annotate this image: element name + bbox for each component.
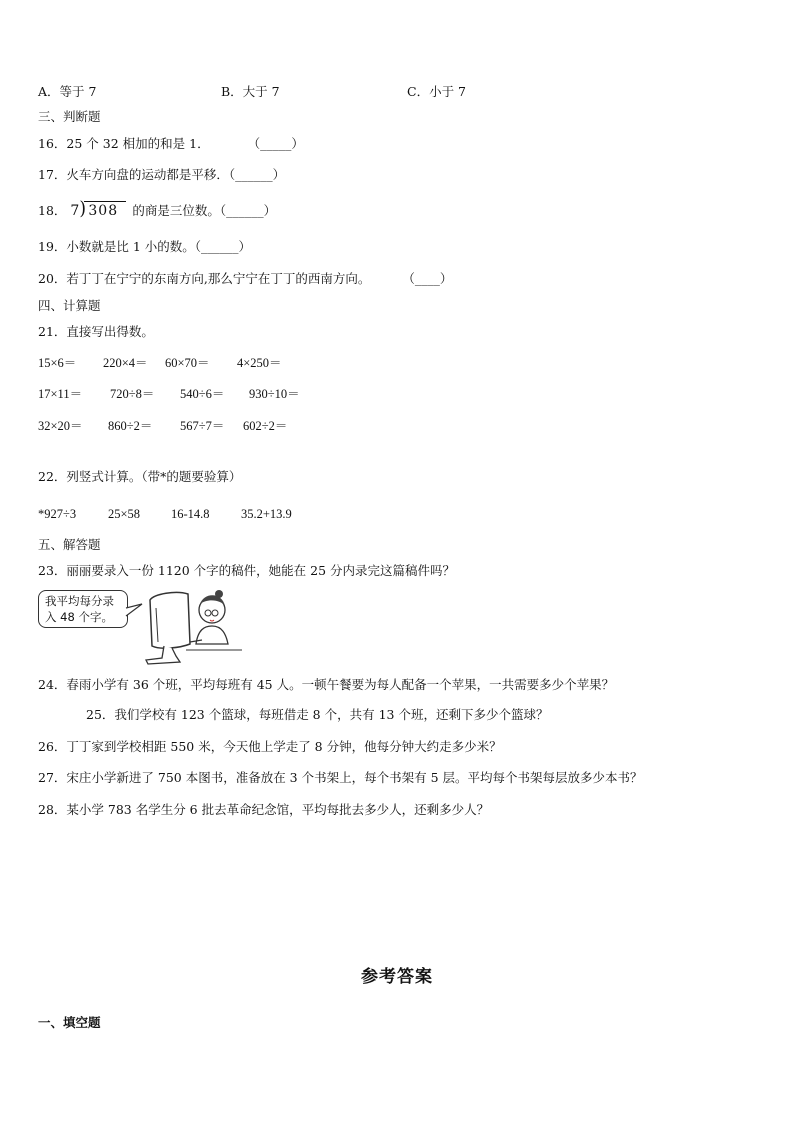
calc-item: 930÷10＝ [249,387,300,401]
vertical-calc-item: *927÷3 [38,507,77,521]
calc-item: 17×11＝ [38,387,83,401]
vertical-calc-item: 25×58 [108,507,141,521]
calc-item: 540÷6＝ [180,387,225,401]
question-18-prefix: 18． [38,203,67,218]
calc-item: 860÷2＝ [108,419,153,433]
calc-item: 60×70＝ [165,356,210,370]
question-18 [38,198,277,220]
calc-item: 567÷7＝ [180,419,225,433]
divisor: 7 [70,203,80,219]
division-bar [84,201,126,202]
q15-option-b: B．大于 7 [221,84,280,99]
calc-item: 4×250＝ [237,356,282,370]
question-19: 19．小数就是比 1 小的数。（______） [38,239,252,254]
question-27: 27．宋庄小学新进了 750 本图书，准备放在 3 个书架上，每个书架有 5 层。平均每个书架每层放多少本书？ [38,770,643,785]
speech-bubble-line-1: 我平均每分录 [45,594,114,608]
answer-section-fill-in: 一、填空题 [38,1015,101,1030]
question-25: 25．我们学校有 123 个篮球，每班借走 8 个，共有 13 个班，还剩下多少个篮球？ [86,707,549,722]
section-title-judgement: 三、判断题 [38,109,101,124]
question-16 [38,136,304,152]
long-division-symbol [70,198,128,220]
calc-item: 15×6＝ [38,356,77,370]
vertical-calc-item: 16-14.8 [171,507,210,521]
q15-option-a: A．等于 7 [38,84,97,99]
question-23: 23．丽丽要录入一份 1120 个字的稿件，她能在 25 分内录完这篇稿件吗？ [38,563,456,578]
question-17: 17．火车方向盘的运动都是平移．（______） [38,167,286,182]
dividend: 308 [88,203,119,219]
division-bracket: ) [79,198,87,220]
question-28: 28．某小学 783 名学生分 6 批去革命纪念馆，平均每批去多少人，还剩多少人？ [38,802,490,817]
calc-item: 720÷8＝ [110,387,155,401]
speech-bubble [38,590,128,628]
girl-at-computer-illustration [124,586,246,666]
calc-item: 220×4＝ [103,356,148,370]
question-20 [38,271,452,287]
section-title-word-problems: 五、解答题 [38,537,101,552]
section-title-calculation: 四、计算题 [38,298,101,313]
vertical-calc-item: 35.2+13.9 [241,507,292,521]
q15-option-c: C．小于 7 [407,84,466,99]
calc-item: 602÷2＝ [243,419,288,433]
calc-item: 32×20＝ [38,419,83,433]
question-18-suffix: 的商是三位数。（______） [132,203,277,218]
question-22: 22．列竖式计算。（带*的题要验算） [38,469,242,484]
question-20-answer-blank: （____） [402,271,453,286]
question-24: 24．春雨小学有 36 个班，平均每班有 45 人。一顿午餐要为每人配备一个苹果，一共需要多少个苹果？ [38,677,615,692]
question-20-text: 20．若丁丁在宁宁的东南方向,那么宁宁在丁丁的西南方向。 [38,271,371,286]
answer-key-title: 参考答案 [361,967,433,987]
question-21: 21．直接写出得数。 [38,324,154,339]
speech-bubble-line-2: 入 48 个字。 [45,610,113,624]
question-16-answer-blank: （_____） [247,136,304,151]
question-16-text: 16．25 个 32 相加的和是 1． [38,136,210,151]
question-26: 26．丁丁家到学校相距 550 米，今天他上学走了 8 分钟，他每分钟大约走多少米？ [38,739,502,754]
